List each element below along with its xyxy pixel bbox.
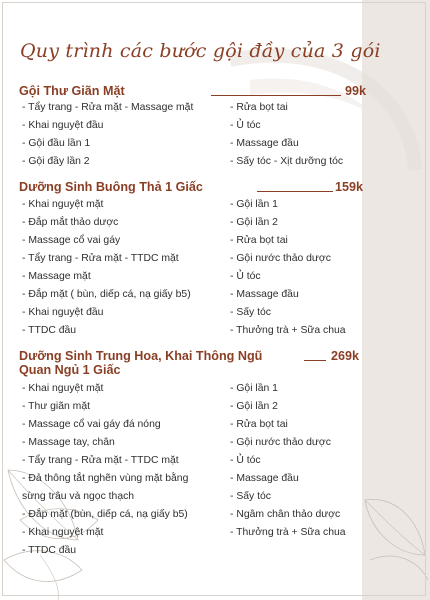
list-item: - Đắp mắt thảo dược xyxy=(22,217,119,228)
section-3-price: 269k xyxy=(331,349,360,363)
list-item: - Tẩy trang - Rửa mặt - Massage mặt xyxy=(22,102,194,113)
list-item: - Thưởng trà + Sữa chua xyxy=(230,527,346,538)
list-item: - Khai nguyệt mặt xyxy=(22,383,104,394)
list-item: sừng trâu và ngọc thạch xyxy=(22,491,135,502)
page-title: Quy trình các bước gội đầy của 3 gói xyxy=(20,40,381,62)
list-item: - Ngâm chân thảo dược xyxy=(230,509,341,520)
list-item: - Massage tay, chân xyxy=(22,437,115,448)
list-item: - Đả thông tắt nghẽn vùng mặt bằng xyxy=(22,473,189,484)
list-item: - Gội lần 2 xyxy=(230,401,278,412)
list-item: - Khai nguyệt đầu xyxy=(22,307,104,318)
list-item: - Khai nguyệt đầu xyxy=(22,120,104,131)
list-item: - Massage cổ vai gáy đá nóng xyxy=(22,419,161,430)
list-item: - Khai nguyệt mặt xyxy=(22,199,104,210)
list-item: - Gội đầy lần 2 xyxy=(22,156,90,167)
section-3-name: Dưỡng Sinh Trung Hoa, Khai Thông Ngũ xyxy=(19,349,263,363)
list-item: - Đắp mặt ( bùn, diếp cá, nạ giấy b5) xyxy=(22,289,191,300)
list-item: - Thư giãn mặt xyxy=(22,401,90,412)
list-item: - Ủ tóc xyxy=(230,120,261,131)
section-1-price: 99k xyxy=(345,84,367,98)
list-item: - Khai nguyệt mặt xyxy=(22,527,104,538)
section-3-rule xyxy=(304,360,326,361)
section-3-name-line2: Quan Ngủ 1 Giấc xyxy=(19,363,121,377)
list-item: - Gội đầu lần 1 xyxy=(22,138,91,149)
list-item: - Tẩy trang - Rửa mặt - TTDC mặt xyxy=(22,253,179,264)
list-item: - Massage đầu xyxy=(230,289,299,300)
section-2-rule xyxy=(257,191,333,192)
list-item: - Sấy tóc - Xịt dưỡng tóc xyxy=(230,156,344,167)
section-1-header xyxy=(19,84,367,102)
list-item: - Tẩy trang - Rửa mặt - TTDC mặt xyxy=(22,455,179,466)
list-item: - Rửa bọt tai xyxy=(230,419,288,430)
list-item: - Massage mặt xyxy=(22,271,91,282)
section-1-rule xyxy=(211,95,341,96)
section-3-header xyxy=(19,349,364,383)
list-item: - Sấy tóc xyxy=(230,491,271,502)
list-item: - Gội lần 2 xyxy=(230,217,278,228)
list-item: - Rửa bọt tai xyxy=(230,235,288,246)
list-item: - Đắp mặt (bùn, diếp cá, nạ giấy b5) xyxy=(22,509,188,520)
list-item: - Massage đầu xyxy=(230,473,299,484)
list-item: - TTDC đầu xyxy=(22,325,77,336)
section-2-price: 159k xyxy=(335,180,364,194)
list-item: - Gội nước thảo dược xyxy=(230,437,331,448)
section-2-name: Dưỡng Sinh Buông Thả 1 Giấc xyxy=(19,180,203,194)
list-item: - Massage đầu xyxy=(230,138,299,149)
section-2-header xyxy=(19,180,364,198)
list-item: - Ủ tóc xyxy=(230,271,261,282)
list-item: - Massage cổ vai gáy xyxy=(22,235,121,246)
list-item: - Rửa bọt tai xyxy=(230,102,288,113)
list-item: - Gội lần 1 xyxy=(230,199,278,210)
list-item: - TTDC đầu xyxy=(22,545,77,556)
section-1-name: Gội Thư Giãn Mặt xyxy=(19,84,125,98)
list-item: - Ủ tóc xyxy=(230,455,261,466)
list-item: - Thưởng trà + Sữa chua xyxy=(230,325,346,336)
list-item: - Gội nước thảo dược xyxy=(230,253,331,264)
list-item: - Sấy tóc xyxy=(230,307,271,318)
list-item: - Gội lần 1 xyxy=(230,383,278,394)
